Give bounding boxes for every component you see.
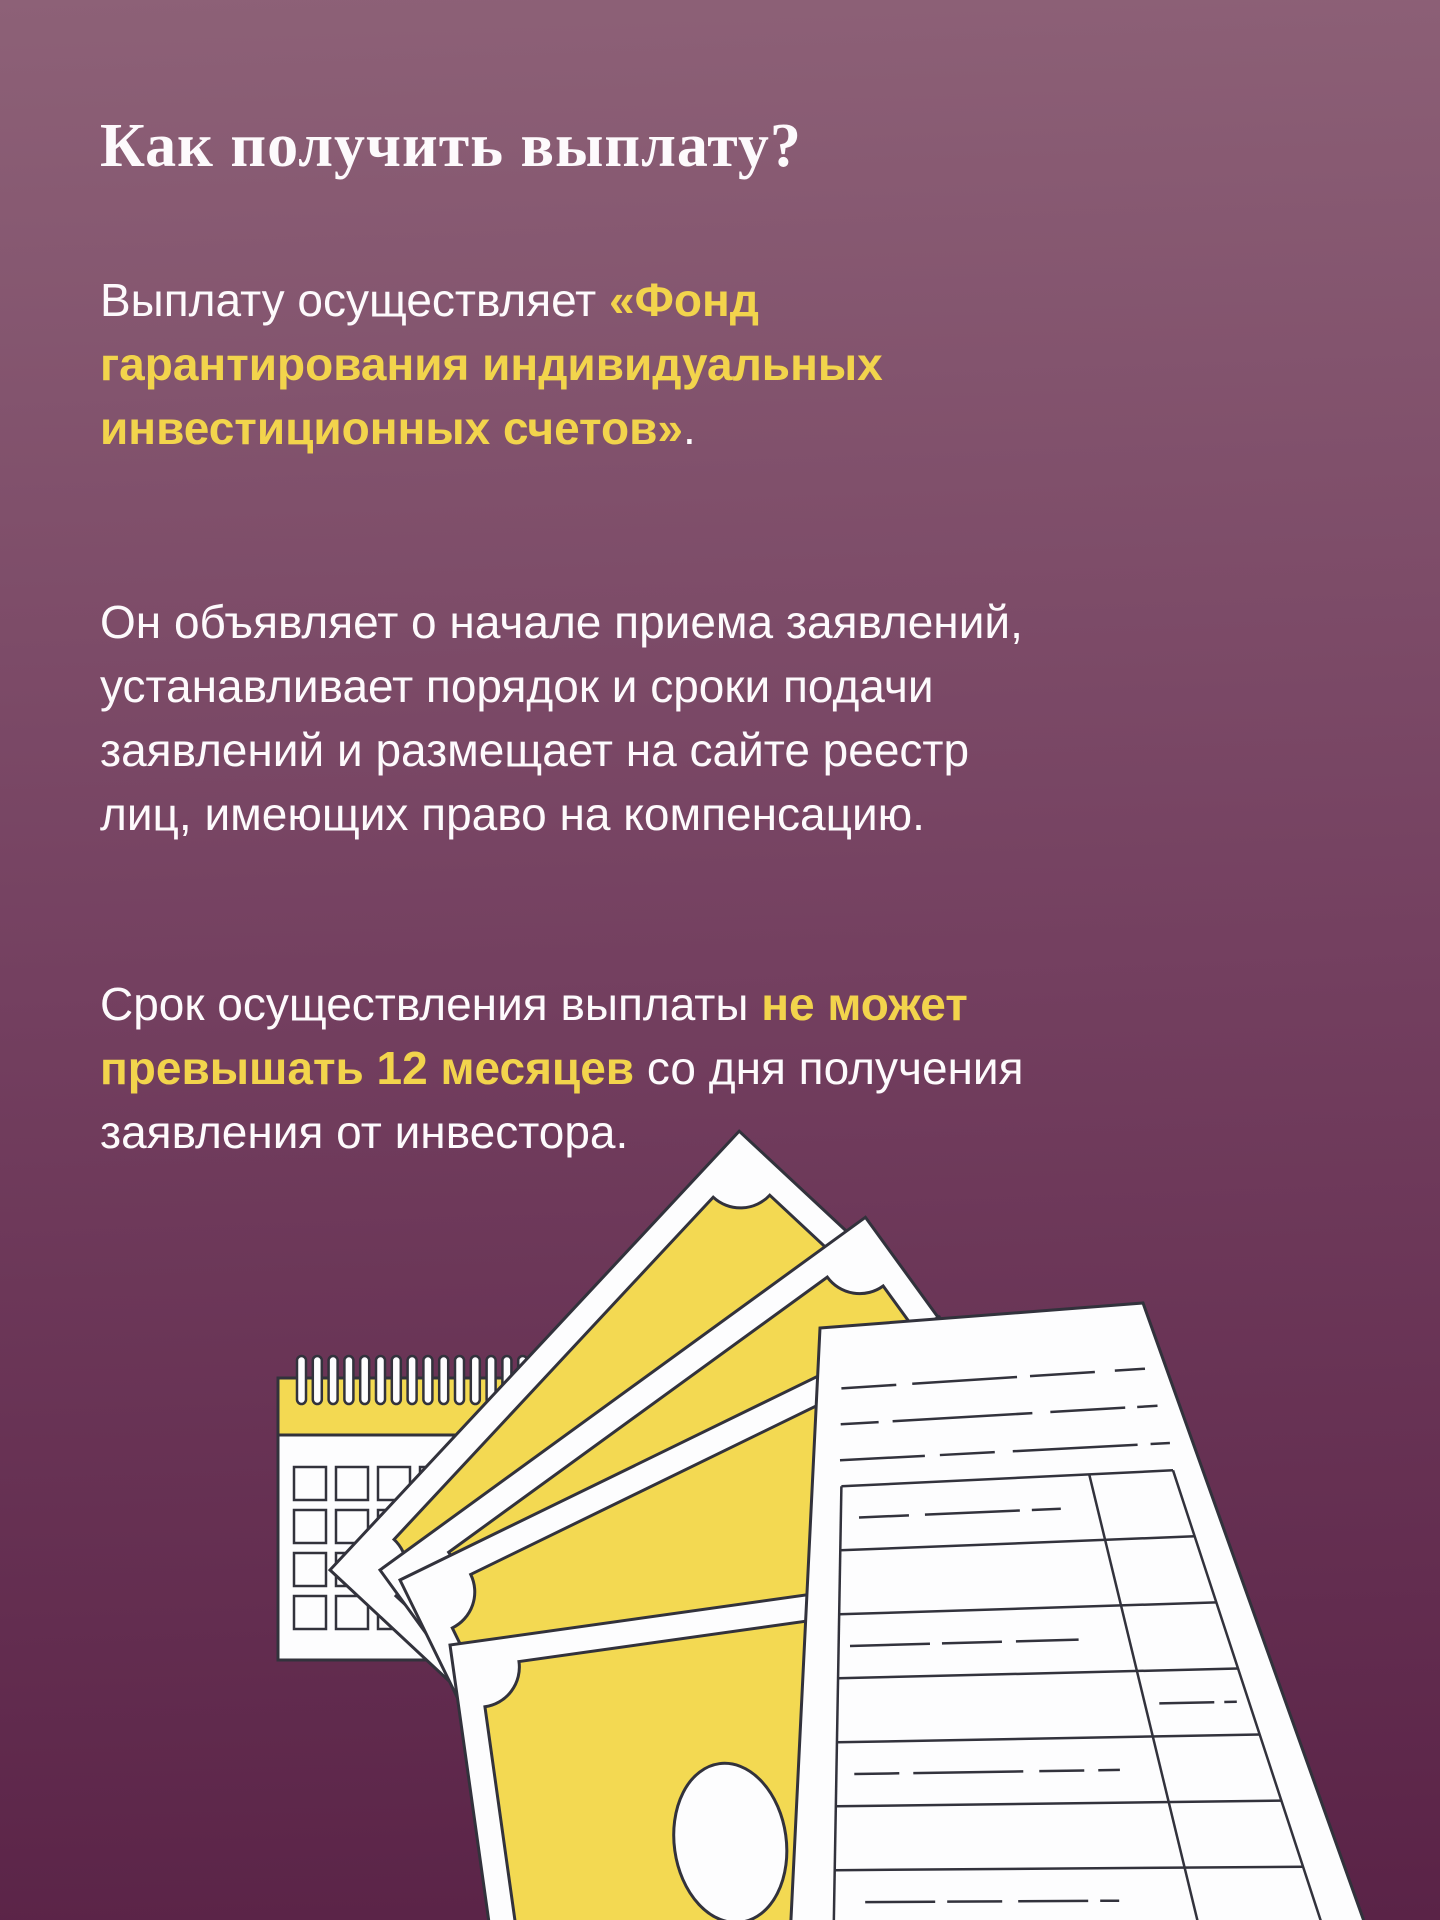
accent-text-segment: инвестиционных счетов»	[100, 402, 683, 454]
text-segment: заявления от инвестора.	[100, 1106, 629, 1158]
spiral-ring	[329, 1356, 338, 1404]
text-line	[100, 1036, 1024, 1100]
accent-text-segment: гарантирования индивидуальных	[100, 338, 883, 390]
text-segment: Выплату осуществляет	[100, 274, 610, 326]
document-sheet	[788, 1303, 1385, 1920]
spiral-ring	[344, 1356, 353, 1404]
text-segment: .	[682, 402, 696, 454]
text-line	[100, 654, 1023, 718]
spiral-ring	[297, 1356, 306, 1404]
text-line	[100, 590, 1023, 654]
document-icon	[788, 1303, 1385, 1920]
calendar-day-cell	[336, 1467, 368, 1500]
accent-text-segment: превышать 12 месяцев	[100, 1042, 635, 1094]
spiral-ring	[455, 1356, 464, 1404]
text-segment: Срок осуществления выплаты	[100, 978, 762, 1030]
text-line	[100, 268, 883, 332]
text-line	[100, 332, 883, 396]
spiral-ring	[423, 1356, 432, 1404]
page-title: Как получить выплату?	[100, 112, 802, 180]
text-segment: лиц, имеющих право на компенсацию.	[100, 788, 925, 840]
text-segment: Он объявляет о начале приема заявлений,	[100, 596, 1023, 648]
spiral-ring	[376, 1356, 385, 1404]
text-segment: заявлений и размещает на сайте реестр	[100, 724, 970, 776]
spiral-ring	[408, 1356, 417, 1404]
text-segment: устанавливает порядок и сроки подачи	[100, 660, 934, 712]
calendar-day-cell	[294, 1467, 326, 1500]
paragraph-procedure	[100, 590, 1023, 846]
table-entry-dash	[1159, 1702, 1237, 1704]
spiral-ring	[439, 1356, 448, 1404]
calendar-day-cell	[294, 1553, 326, 1586]
spiral-ring	[313, 1356, 322, 1404]
text-line	[100, 396, 883, 460]
spiral-ring	[360, 1356, 369, 1404]
text-line	[100, 972, 1024, 1036]
spiral-ring	[392, 1356, 401, 1404]
text-line	[100, 718, 1023, 782]
spiral-ring	[471, 1356, 480, 1404]
bottom-illustration	[0, 1100, 1440, 1920]
text-segment: со дня получения	[634, 1042, 1024, 1094]
calendar-day-cell	[294, 1510, 326, 1543]
table-entry-dash	[865, 1901, 1119, 1902]
accent-text-segment: «Фонд	[609, 274, 759, 326]
paragraph-fund	[100, 268, 883, 460]
text-line	[100, 782, 1023, 846]
calendar-day-cell	[294, 1596, 326, 1629]
accent-text-segment: не может	[761, 978, 968, 1030]
